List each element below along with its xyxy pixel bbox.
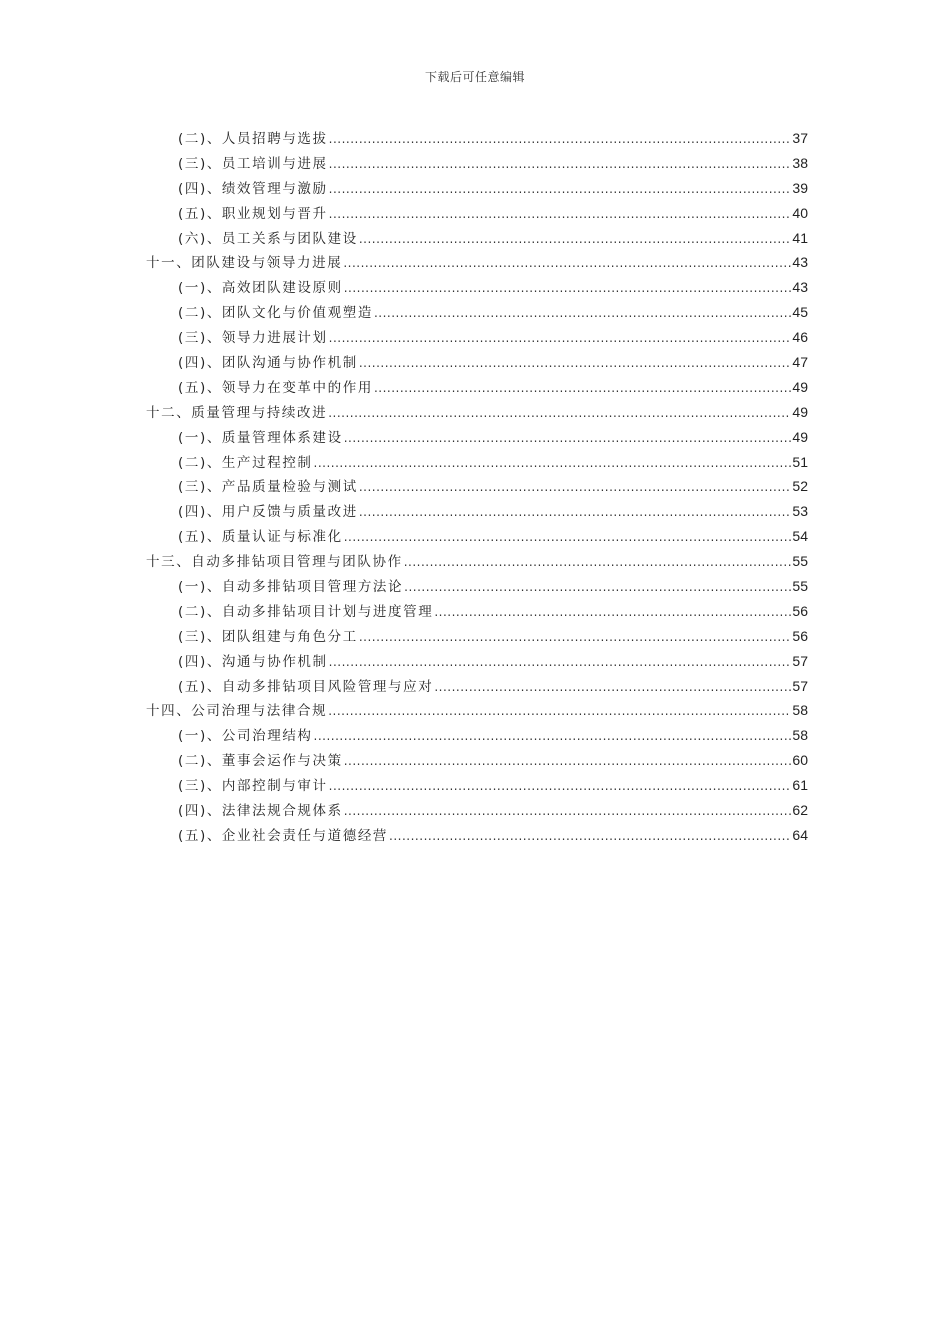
toc-dot-leader — [329, 650, 792, 675]
toc-entry-title: (四)、沟通与协作机制 — [178, 653, 328, 670]
toc-entry-page-number: 37 — [792, 130, 808, 146]
toc-entry-page-number: 60 — [792, 752, 808, 769]
toc-section-entry[interactable] — [146, 798, 808, 823]
toc-entry-page-number: 62 — [792, 802, 808, 819]
toc-entry-title: (二)、人员招聘与选拔 — [178, 131, 328, 147]
toc-entry-page-number: 61 — [792, 777, 808, 794]
toc-entry-page-number: 57 — [792, 677, 808, 694]
toc-entry-page-number: 38 — [792, 154, 808, 171]
toc-entry-page-number: 40 — [792, 204, 808, 221]
toc-dot-leader — [359, 475, 792, 500]
toc-section-entry[interactable] — [146, 176, 808, 201]
toc-entry-page-number: 52 — [792, 478, 808, 495]
toc-dot-leader — [314, 724, 792, 749]
toc-entry-page-number: 49 — [792, 403, 808, 420]
toc-section-entry[interactable] — [146, 151, 808, 176]
toc-entry-title: (四)、绩效管理与激励 — [178, 180, 328, 197]
toc-dot-leader — [404, 575, 791, 600]
toc-section-entry[interactable] — [146, 624, 808, 649]
toc-section-entry[interactable] — [146, 300, 808, 325]
toc-entry-title: (四)、团队沟通与协作机制 — [178, 355, 358, 372]
toc-entry-page-number: 47 — [792, 354, 808, 371]
toc-entry-page-number: 39 — [792, 179, 808, 196]
toc-section-entry[interactable] — [146, 375, 808, 400]
toc-dot-leader — [328, 699, 791, 724]
toc-entry-page-number: 58 — [792, 702, 808, 719]
toc-entry-page-number: 56 — [792, 627, 808, 644]
toc-section-entry[interactable] — [146, 574, 808, 599]
toc-dot-leader — [329, 774, 792, 799]
toc-section-entry[interactable] — [146, 748, 808, 773]
toc-dot-leader — [434, 675, 791, 700]
toc-entry-title: (四)、法律法规合规体系 — [178, 803, 343, 820]
toc-dot-leader — [359, 500, 792, 525]
toc-chapter-entry[interactable] — [146, 698, 808, 723]
toc-dot-leader — [329, 127, 792, 152]
toc-dot-leader — [344, 525, 792, 550]
toc-dot-leader — [389, 824, 791, 849]
toc-section-entry[interactable] — [146, 474, 808, 499]
toc-section-entry[interactable] — [146, 425, 808, 450]
toc-entry-title: (一)、高效团队建设原则 — [178, 280, 343, 297]
toc-section-entry[interactable] — [146, 674, 808, 699]
toc-entry-title: (五)、质量认证与标准化 — [178, 529, 343, 546]
toc-entry-title: (五)、职业规划与晋升 — [178, 205, 328, 222]
toc-entry-title: (五)、自动多排钻项目风险管理与应对 — [178, 678, 434, 695]
toc-section-entry[interactable] — [146, 773, 808, 798]
toc-dot-leader — [374, 376, 791, 401]
toc-section-entry[interactable] — [146, 450, 808, 475]
toc-entry-page-number: 45 — [792, 304, 808, 321]
toc-entry-page-number: 55 — [792, 578, 808, 595]
toc-dot-leader — [344, 276, 792, 301]
toc-entry-title: (二)、生产过程控制 — [178, 454, 313, 471]
toc-entry-title: (二)、自动多排钻项目计划与进度管理 — [178, 603, 434, 620]
toc-entry-title: (一)、自动多排钻项目管理方法论 — [178, 579, 404, 596]
toc-entry-title: (五)、企业社会责任与道德经营 — [178, 827, 389, 844]
toc-entry-title: (二)、董事会运作与决策 — [178, 753, 343, 770]
toc-section-entry[interactable] — [146, 524, 808, 549]
toc-chapter-entry[interactable] — [146, 250, 808, 275]
toc-dot-leader — [314, 451, 792, 476]
toc-entry-page-number: 43 — [792, 254, 808, 271]
toc-entry-page-number: 58 — [792, 727, 808, 744]
toc-entry-page-number: 64 — [792, 826, 808, 843]
toc-dot-leader — [344, 749, 792, 774]
toc-entry-title: (三)、领导力进展计划 — [178, 330, 328, 347]
toc-entry-page-number: 55 — [792, 553, 808, 570]
toc-section-entry[interactable] — [146, 649, 808, 674]
toc-entry-title: (三)、内部控制与审计 — [178, 778, 328, 795]
toc-entry-title: (四)、用户反馈与质量改进 — [178, 504, 358, 521]
toc-dot-leader — [359, 227, 792, 252]
toc-dot-leader — [359, 351, 792, 376]
toc-section-entry[interactable] — [146, 226, 808, 251]
toc-entry-page-number: 57 — [792, 652, 808, 669]
toc-section-entry[interactable] — [146, 126, 808, 151]
toc-entry-title: 十三、自动多排钻项目管理与团队协作 — [146, 554, 403, 571]
toc-dot-leader — [343, 251, 791, 276]
toc-dot-leader — [329, 152, 792, 177]
toc-entry-page-number: 51 — [792, 453, 808, 470]
toc-section-entry[interactable] — [146, 325, 808, 350]
toc-section-entry[interactable] — [146, 723, 808, 748]
toc-entry-page-number: 49 — [792, 428, 808, 445]
toc-dot-leader — [434, 600, 791, 625]
toc-entry-page-number: 43 — [792, 279, 808, 296]
toc-dot-leader — [329, 326, 792, 351]
toc-chapter-entry[interactable] — [146, 400, 808, 425]
table-of-contents — [146, 126, 808, 848]
toc-entry-title: 十一、团队建设与领导力进展 — [146, 255, 343, 272]
toc-entry-title: (五)、领导力在变革中的作用 — [178, 379, 373, 396]
toc-dot-leader — [328, 401, 791, 426]
toc-entry-title: (一)、公司治理结构 — [178, 728, 313, 745]
toc-dot-leader — [344, 799, 792, 824]
toc-entry-title: (一)、质量管理体系建设 — [178, 429, 343, 446]
toc-entry-title: (三)、员工培训与进展 — [178, 155, 328, 172]
toc-entry-title: (三)、产品质量检验与测试 — [178, 479, 358, 496]
toc-entry-page-number: 46 — [792, 329, 808, 346]
toc-section-entry[interactable] — [146, 201, 808, 226]
toc-section-entry[interactable] — [146, 823, 808, 848]
page-header: 下载后可任意编辑 — [424, 70, 525, 84]
toc-section-entry[interactable] — [146, 350, 808, 375]
toc-chapter-entry[interactable] — [146, 549, 808, 574]
toc-entry-page-number: 56 — [792, 602, 808, 619]
toc-entry-title: (六)、员工关系与团队建设 — [178, 230, 358, 247]
toc-entry-title: (三)、团队组建与角色分工 — [178, 628, 358, 645]
toc-entry-title: 十二、质量管理与持续改进 — [146, 404, 328, 421]
toc-entry-title: 十四、公司治理与法律合规 — [146, 703, 328, 720]
toc-section-entry[interactable] — [146, 275, 808, 300]
toc-dot-leader — [329, 202, 792, 227]
toc-section-entry[interactable] — [146, 599, 808, 624]
toc-dot-leader — [374, 301, 791, 326]
toc-entry-page-number: 49 — [792, 378, 808, 395]
toc-entry-page-number: 54 — [792, 528, 808, 545]
toc-entry-page-number: 41 — [792, 229, 808, 246]
toc-dot-leader — [344, 426, 792, 451]
toc-dot-leader — [404, 550, 792, 575]
toc-dot-leader — [329, 177, 792, 202]
toc-entry-page-number: 53 — [792, 503, 808, 520]
toc-dot-leader — [359, 625, 792, 650]
toc-section-entry[interactable] — [146, 499, 808, 524]
toc-entry-title: (二)、团队文化与价值观塑造 — [178, 305, 373, 322]
